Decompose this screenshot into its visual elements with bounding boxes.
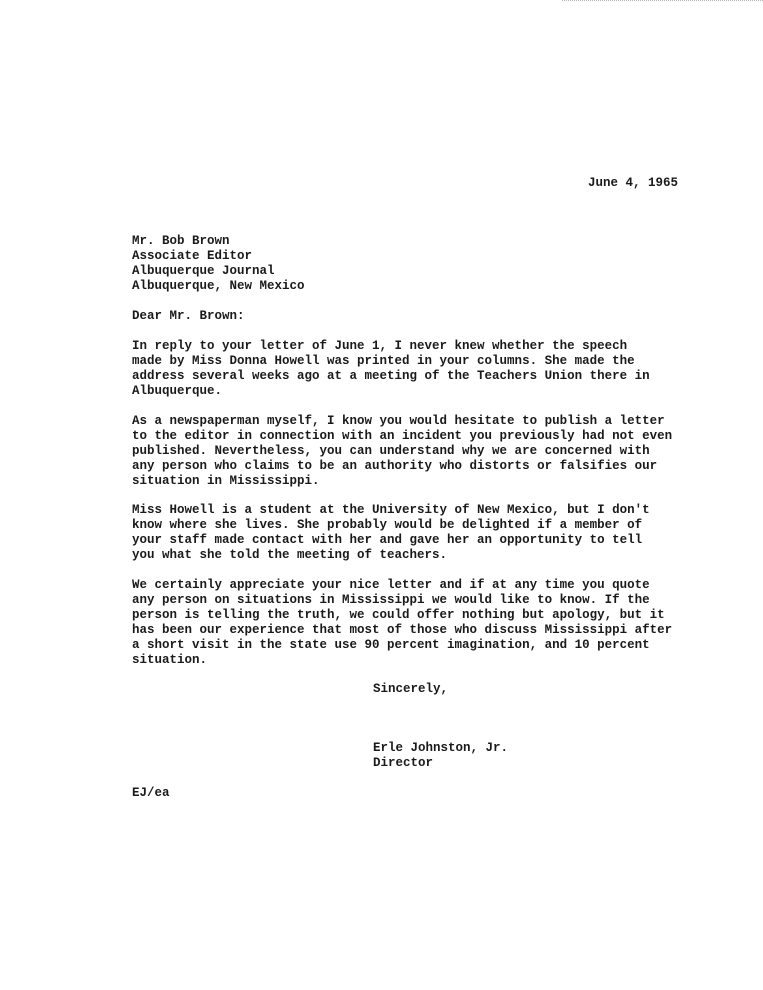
recipient-title: Associate Editor	[132, 249, 253, 263]
page-edge-dotted-line	[562, 0, 763, 1]
paragraph-line: address several weeks ago at a meeting of the Teachers Union there in	[132, 369, 650, 383]
recipient-organization: Albuquerque Journal	[132, 264, 275, 278]
paragraph-line: a short visit in the state use 90 percent imagination, and 10 percent	[132, 638, 650, 652]
recipient-city: Albuquerque, New Mexico	[132, 279, 305, 293]
paragraph-line: As a newspaperman myself, I know you would hesitate to publish a letter	[132, 414, 665, 428]
paragraph-line: any person who claims to be an authority who distorts or falsifies our	[132, 459, 658, 473]
recipient-name: Mr. Bob Brown	[132, 234, 230, 248]
paragraph-line: made by Miss Donna Howell was printed in your columns. She made the	[132, 354, 635, 368]
paragraph-line: We certainly appreciate your nice letter and if at any time you quote	[132, 578, 650, 592]
reference-initials: EJ/ea	[132, 786, 170, 800]
signer-name: Erle Johnston, Jr.	[373, 741, 509, 755]
recipient-address	[132, 234, 305, 294]
paragraph-line: situation.	[132, 653, 208, 667]
paragraph-line: to the editor in connection with an incident you previously had not even	[132, 429, 673, 443]
letter-date: June 4, 1965	[588, 176, 679, 190]
paragraph-line: Miss Howell is a student at the University of New Mexico, but I don't	[132, 503, 650, 517]
paragraph-line: your staff made contact with her and gave her an opportunity to tell	[132, 533, 643, 547]
body-paragraph-4	[132, 578, 692, 668]
paragraph-line: published. Nevertheless, you can understand why we are concerned with	[132, 444, 650, 458]
body-paragraph-1	[132, 339, 692, 399]
paragraph-line: has been our experience that most of those who discuss Mississippi after	[132, 623, 673, 637]
closing: Sincerely,	[373, 682, 449, 696]
paragraph-line: know where she lives. She probably would be delighted if a member of	[132, 518, 643, 532]
paragraph-line: Albuquerque.	[132, 384, 223, 398]
paragraph-line: situation in Mississippi.	[132, 474, 320, 488]
paragraph-line: you what she told the meeting of teachers.	[132, 548, 448, 562]
signature-block	[373, 741, 508, 771]
body-paragraph-2	[132, 414, 692, 489]
body-paragraph-3	[132, 503, 692, 563]
paragraph-line: person is telling the truth, we could offer nothing but apology, but it	[132, 608, 665, 622]
paragraph-line: any person on situations in Mississippi we would like to know. If the	[132, 593, 650, 607]
salutation: Dear Mr. Brown:	[132, 309, 245, 323]
signer-title: Director	[373, 756, 434, 770]
paragraph-line: In reply to your letter of June 1, I never knew whether the speech	[132, 339, 628, 353]
